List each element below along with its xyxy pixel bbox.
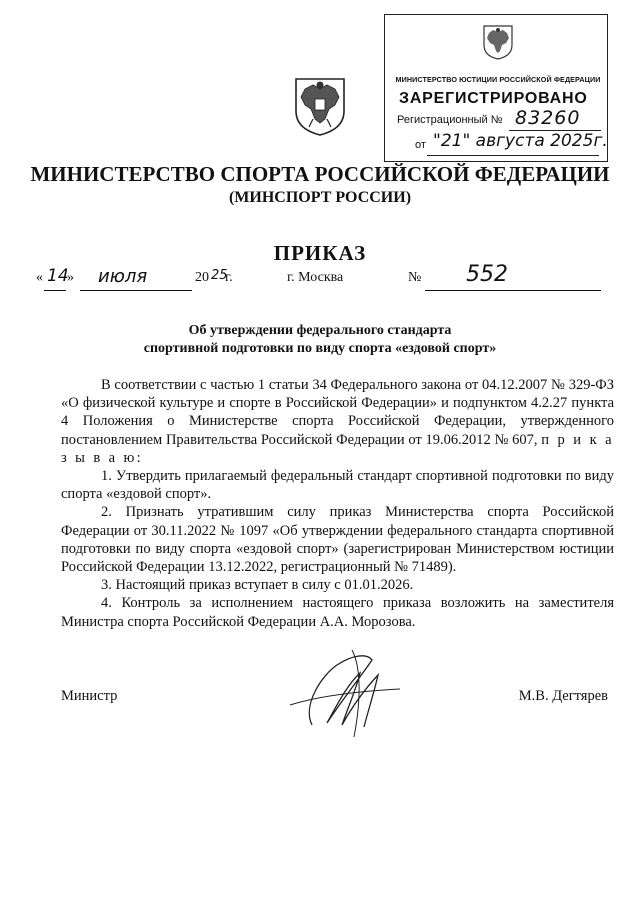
stamp-reg-label: Регистрационный № bbox=[397, 114, 503, 126]
stamp-emblem-icon bbox=[481, 23, 515, 61]
date-day: 14 bbox=[47, 266, 69, 286]
order-body bbox=[61, 376, 614, 631]
paragraph-4: 4. Контроль за исполнением настоящего приказа возложить на заместителя Министра спорта Российской Федерации А.А. Морозова. bbox=[61, 595, 614, 630]
intro-paragraph bbox=[61, 376, 614, 467]
order-number: 552 bbox=[466, 262, 508, 287]
paragraph-3: 3. Настоящий приказ вступает в силу с 01.01.2026. bbox=[101, 577, 414, 594]
date-close-quote: » bbox=[67, 270, 74, 285]
day-underline bbox=[44, 290, 66, 291]
number-label: № bbox=[408, 270, 422, 285]
date-year-prefix: 20 bbox=[195, 270, 209, 285]
order-word: п р и к а з ы в а ю: bbox=[61, 431, 615, 466]
stamp-date-value: "21" августа 2025г. bbox=[433, 131, 608, 151]
stamp-reg-number: 83260 bbox=[515, 107, 581, 129]
registration-stamp bbox=[384, 14, 608, 162]
date-month: июля bbox=[98, 266, 148, 287]
stamp-date-label: от bbox=[415, 139, 426, 151]
city: г. Москва bbox=[287, 270, 344, 285]
stamp-status: ЗАРЕГИСТРИРОВАНО bbox=[399, 90, 588, 107]
paragraph-1: 1. Утвердить прилагаемый федеральный стандарт спортивной подготовки по виду спорта «ездовой спорт». bbox=[61, 468, 614, 503]
ministry-short-name: (МИНСПОРТ РОССИИ) bbox=[228, 189, 412, 206]
intro-text: В соответствии с частью 1 статьи 34 Федерального закона от 04.12.2007 № 329-ФЗ «О физической культуре и спорте в Российской Федерации» и подпунктом 4.2.27 пункта 4 Положения о Министерстве спорта Российской Федерации, утвержденного постановлением Правительства Российской Федерации от 19.06.2012 № 607, bbox=[61, 377, 614, 448]
document-type-heading: ПРИКАЗ bbox=[273, 241, 367, 265]
order-subject bbox=[0, 322, 640, 358]
coat-of-arms-emblem bbox=[291, 75, 349, 137]
date-open-quote: « bbox=[36, 270, 43, 285]
handwritten-signature bbox=[282, 645, 402, 740]
paragraph-2: 2. Признать утратившим силу приказ Министерства спорта Российской Федерации от 30.11.2022 № 1097 «Об утверждении федерального стандарта спортивной подготовки по виду спорта «ездовой спорт» (зарегистрирован Министерством юстиции Российской Федерации 13.12.2022, регистрационный № 71489). bbox=[61, 504, 614, 576]
subject-line-2: спортивной подготовки по виду спорта «ездовой спорт» bbox=[143, 341, 497, 356]
date-year-g: г. bbox=[225, 270, 233, 285]
signer-position: Министр bbox=[61, 688, 118, 704]
stamp-ministry-name: МИНИСТЕРСТВО ЮСТИЦИИ РОССИЙСКОЙ ФЕДЕРАЦИИ bbox=[395, 75, 601, 84]
date-year-suffix: 25 bbox=[211, 268, 228, 283]
signer-name: М.В. Дегтярев bbox=[518, 688, 608, 704]
number-underline bbox=[425, 290, 601, 291]
stamp-date-underline bbox=[427, 155, 599, 156]
month-underline bbox=[80, 290, 192, 291]
ministry-title: МИНИСТЕРСТВО СПОРТА РОССИЙСКОЙ ФЕДЕРАЦИИ bbox=[30, 162, 610, 186]
subject-line-1: Об утверждении федерального стандарта bbox=[188, 323, 452, 338]
